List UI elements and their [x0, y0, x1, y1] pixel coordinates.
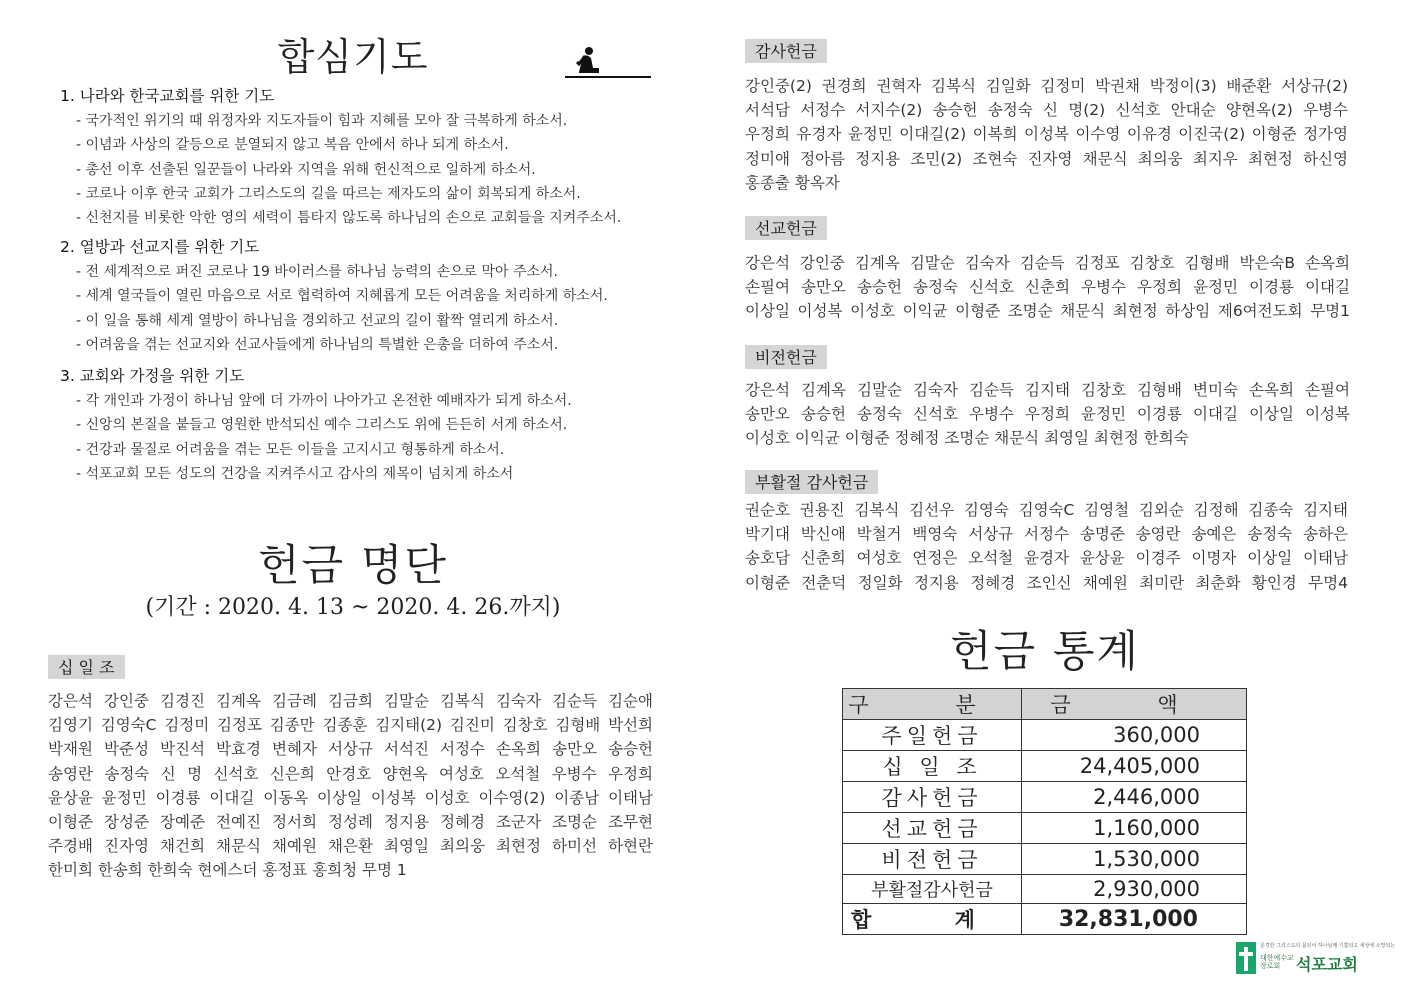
- category-cell: 주일헌금: [843, 720, 1022, 751]
- name-line: 이형준 장성준 장예준 전예진 정서희 정성례 정지용 정혜경 조군자 조명순 조무현: [48, 813, 653, 832]
- prayer-item: - 건강과 물질로 어려움을 겪는 모든 이들을 고지시고 형통하게 하소서.: [76, 441, 505, 458]
- category-header: 구 분: [843, 689, 1022, 720]
- cross-icon: [1236, 942, 1256, 974]
- table-row: [843, 813, 1247, 844]
- name-line: 이성호 이익균 이형준 정혜정 조명순 채문식 최영일 최현정 한희숙: [745, 429, 1189, 448]
- table-row: [843, 875, 1247, 904]
- name-line: 송영란 송정숙 신 명 신석호 신은희 안경호 양현옥 여성호 오석철 우병수 우정희: [48, 764, 653, 783]
- thanks-names: [745, 74, 1348, 195]
- tithe-label: 십 일 조: [48, 655, 125, 679]
- amount-cell: 360,000: [1022, 720, 1247, 751]
- name-line: 윤상윤 윤정민 이경룡 이대길 이동옥 이상일 이성복 이성호 이수영(2) 이종남 이태남: [48, 788, 653, 807]
- name-line: 강인중(2) 권경희 권혁자 김복식 김일화 김정미 박권채 박정이(3) 배준환 서상규(2): [745, 77, 1348, 95]
- vision-names: [745, 378, 1350, 451]
- mission-label: 선교헌금: [745, 216, 827, 240]
- tithe-names: [48, 689, 653, 883]
- table-row: [843, 751, 1247, 782]
- name-line: 박재원 박준성 박진석 박효경 변혜자 서상규 서석진 서정수 손옥희 송만오 송승헌: [48, 740, 653, 759]
- prayer-section-1: [60, 84, 700, 230]
- table-header-row: [843, 689, 1247, 720]
- prayer-item: - 이념과 사상의 갈등으로 분열되지 않고 복음 안에서 하나 되게 하소서.: [76, 137, 509, 154]
- table-row: [843, 720, 1247, 751]
- name-line: 강은석 김계옥 김말순 김숙자 김순득 김지태 김창호 김형배 변미숙 손옥희 손필여: [745, 381, 1350, 399]
- amount-cell: 24,405,000: [1022, 751, 1247, 782]
- church-logo: [1236, 942, 1396, 978]
- offering-list-title: 헌금 명단: [258, 541, 448, 591]
- name-line: 송호담 신춘희 여성호 연정은 오석철 윤경자 윤상윤 이경주 이명자 이상일 이태남: [745, 549, 1348, 568]
- logo-church-name: 석포교회: [1296, 955, 1358, 974]
- category-cell: 감사헌금: [843, 782, 1022, 813]
- easter-names: [745, 498, 1348, 595]
- name-line: 주경배 진자영 채건희 채문식 채예원 채은환 최영일 최의웅 최현정 하미선 하현란: [48, 837, 653, 856]
- prayer-item: - 국가적인 위기의 때 위정자와 지도자들이 힘과 지혜를 모아 잘 극복하게 하소서.: [76, 113, 568, 129]
- name-line: 이형준 전춘덕 정일화 정지용 정혜경 조인신 채예원 최미란 최춘화 황인경 무명4: [745, 573, 1348, 592]
- name-line: 송만오 송승헌 송정숙 신석호 우병수 우정희 윤정민 이경룡 이대길 이상일 이성복: [745, 405, 1350, 424]
- prayer-heading: 2. 열방과 선교지를 위한 기도: [60, 238, 260, 256]
- name-line: 이상일 이성복 이성호 이익균 이형준 조명순 채문식 최현정 하상임 제6여전도회 무명1: [745, 302, 1350, 321]
- name-line: 권순호 권용진 김복식 김선우 김영숙 김영숙C 김영철 김외순 김정해 김종숙 김지태: [745, 501, 1348, 519]
- prayer-item: - 코로나 이후 한국 교회가 그리스도의 길을 따르는 제자도의 삶이 회복되게 하소서.: [76, 185, 581, 202]
- prayer-title: 합심기도: [277, 35, 429, 79]
- prayer-item: - 신천지를 비롯한 악한 영의 세력이 틈타지 않도록 하나님의 손으로 교회들을 지켜주소서.: [76, 210, 622, 227]
- prayer-item: - 이 일을 통해 세계 열방이 하나님을 경외하고 선교의 길이 활짝 열리게 하소서.: [76, 312, 559, 329]
- offering-stats-title: 헌금 통계: [950, 627, 1140, 677]
- category-cell: 선교헌금: [843, 813, 1022, 844]
- amount-header: 금 액: [1022, 689, 1247, 720]
- category-cell: 부활절감사헌금: [843, 875, 1022, 904]
- logo-tagline: 문경한 그리스도의 몸되어 하나님께 기쁨되고 세상에 소망되는: [1260, 943, 1396, 949]
- amount-cell: 2,930,000: [1022, 875, 1247, 904]
- category-cell: 비전헌금: [843, 844, 1022, 875]
- amount-cell: 1,160,000: [1022, 813, 1247, 844]
- name-line: 정미애 정아름 정지용 조민(2) 조현숙 진자영 채문식 최의웅 최지우 최현정 하신영: [745, 149, 1348, 168]
- prayer-heading: 3. 교회와 가정을 위한 기도: [60, 367, 245, 385]
- amount-cell: 2,446,000: [1022, 782, 1247, 813]
- prayer-item: - 총선 이후 선출된 일꾼들이 나라와 지역을 위해 헌신적으로 일하게 하소서.: [76, 161, 536, 178]
- offering-stats-table: [842, 688, 1247, 935]
- vision-label: 비전헌금: [745, 345, 827, 369]
- prayer-section-3: [60, 364, 700, 486]
- name-line: 강은석 강인중 김경진 김계옥 김금례 김금희 김말순 김복식 김숙자 김순득 김순애: [48, 692, 653, 710]
- name-line: 홍종출 황옥자: [745, 173, 840, 192]
- name-line: 한미희 한송희 한희숙 현에스더 홍정표 홍희청 무명 1: [48, 861, 407, 880]
- total-row: [843, 904, 1247, 935]
- name-line: 박기대 박신애 박철거 백영숙 서상규 서정수 송명준 송영란 송예은 송정숙 송하은: [745, 525, 1348, 544]
- thanks-label: 감사헌금: [745, 39, 827, 63]
- prayer-item: - 석포교회 모든 성도의 건강을 지켜주시고 감사의 제목이 넘치게 하소서: [76, 465, 514, 482]
- table-row: [843, 844, 1247, 875]
- total-amount: 32,831,000: [1022, 904, 1247, 935]
- category-cell: 십 일 조: [843, 751, 1022, 782]
- total-label: 합 계: [843, 904, 1022, 935]
- prayer-item: - 어려움을 겪는 선교지와 선교사들에게 하나님의 특별한 은총을 더하여 주소서.: [76, 336, 559, 353]
- logo-denomination: 대한예수교 장로회: [1260, 954, 1294, 970]
- prayer-item: - 전 세계적으로 퍼진 코로나 19 바이러스를 하나님 능력의 손으로 막아 주소서.: [76, 264, 558, 280]
- prayer-section-2: [60, 235, 700, 357]
- prayer-item: - 세계 열국들이 열린 마음으로 서로 협력하여 지혜롭게 모든 어려움을 처리하게 하소서.: [76, 288, 608, 305]
- table-row: [843, 782, 1247, 813]
- name-line: 강은석 강인중 김계옥 김말순 김숙자 김순득 김정포 김창호 김형배 박은숙B 손옥희: [745, 254, 1350, 272]
- kneeling-prayer-icon: [565, 42, 651, 80]
- easter-label: 부활절 감사헌금: [745, 470, 878, 494]
- offering-period: (기간 : 2020. 4. 13 ~ 2020. 4. 26.까지): [145, 595, 561, 620]
- name-line: 우정희 유경자 윤정민 이대길(2) 이복희 이성복 이수영 이유경 이진국(2) 이형준 정가영: [745, 125, 1348, 144]
- prayer-item: - 각 개인과 가정이 하나님 앞에 더 가까이 나아가고 온전한 예배자가 되게 하소서.: [76, 393, 572, 409]
- name-line: 김영기 김영숙C 김정미 김정포 김종만 김종훈 김지태(2) 김진미 김창호 김형배 박선희: [48, 716, 653, 735]
- amount-cell: 1,530,000: [1022, 844, 1247, 875]
- prayer-item: - 신앙의 본질을 붙들고 영원한 반석되신 예수 그리스도 위에 든든히 서게 하소서.: [76, 417, 568, 434]
- mission-names: [745, 251, 1350, 324]
- prayer-heading: 1. 나라와 한국교회를 위한 기도: [60, 87, 275, 105]
- name-line: 서석담 서정수 서지수(2) 송승헌 송정숙 신 명(2) 신석호 안대순 양현옥(2) 우병수: [745, 101, 1348, 120]
- name-line: 손필여 송만오 송승헌 송정숙 신석호 신춘희 우병수 우정희 윤정민 이경룡 이대길: [745, 278, 1350, 297]
